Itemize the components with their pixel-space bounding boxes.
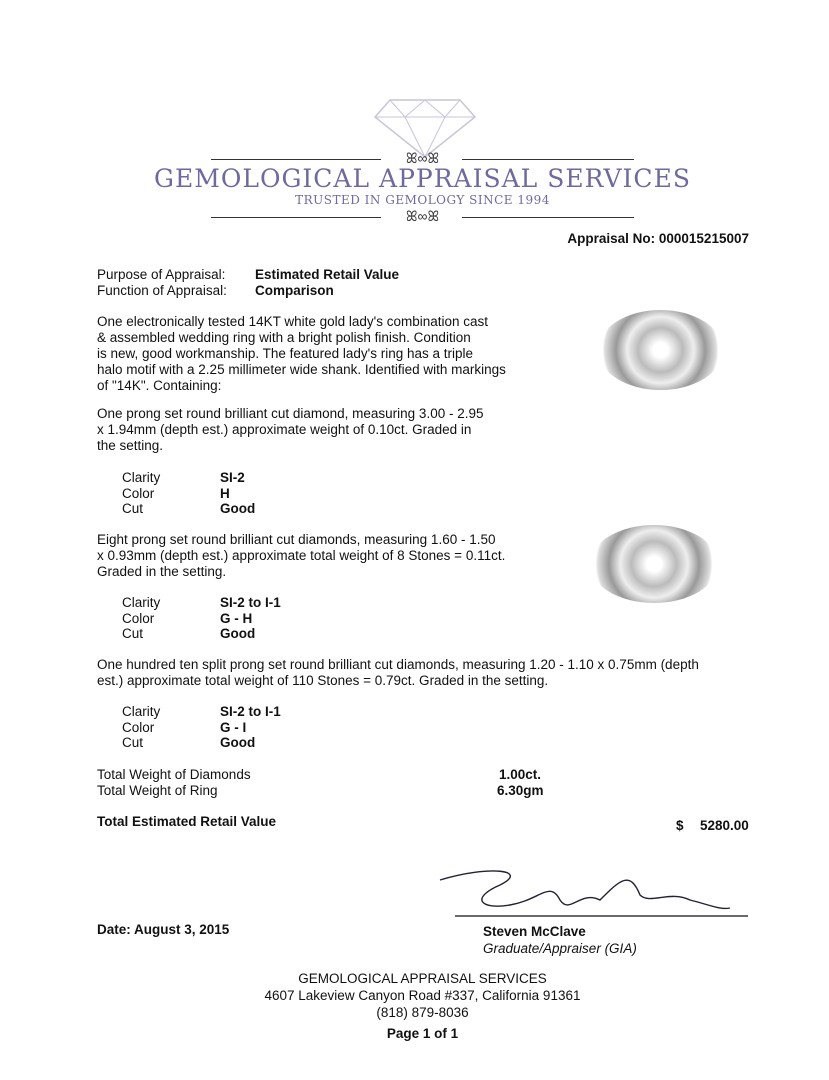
ornament-icon: ꕤ∞ꕤ xyxy=(405,208,440,224)
grade-value: G - H xyxy=(220,610,253,626)
text-line: of "14K". Containing: xyxy=(97,378,222,393)
total-ring-value: 6.30gm xyxy=(497,783,544,798)
text-line: the setting. xyxy=(97,438,164,453)
text-line: Eight prong set round brilliant cut diamonds, measuring 1.60 - 1.50 xyxy=(97,532,496,547)
footer-company: GEMOLOGICAL APPRAISAL SERVICES xyxy=(298,971,547,986)
total-ring-label: Total Weight of Ring xyxy=(97,783,218,798)
function-label: Function of Appraisal: xyxy=(97,283,227,298)
total-retail-label: Total Estimated Retail Value xyxy=(97,814,277,829)
signature-image xyxy=(430,860,750,920)
function-value: Comparison xyxy=(255,283,334,298)
footer-phone: (818) 879-8036 xyxy=(376,1005,469,1020)
purpose-section xyxy=(97,267,399,299)
appraiser-name: Steven McClave xyxy=(483,924,586,939)
text-line: One electronically tested 14KT white gold lady's combination cast xyxy=(97,314,489,329)
grade-value: Good xyxy=(220,626,256,641)
appraiser-title: Graduate/Appraiser (GIA) xyxy=(483,941,637,956)
company-tagline: TRUSTED IN GEMOLOGY SINCE 1994 xyxy=(295,193,550,207)
page-number: Page 1 of 1 xyxy=(386,1026,459,1041)
divider xyxy=(211,159,381,160)
appraisal-date: Date: August 3, 2015 xyxy=(97,922,230,937)
grade-label: Color xyxy=(122,485,155,501)
text-line: x 1.94mm (depth est.) approximate weight of 0.10ct. Graded in xyxy=(97,422,472,437)
stone-3-grades xyxy=(122,704,281,751)
text-line: One prong set round brilliant cut diamond, measuring 3.00 - 2.95 xyxy=(97,406,484,421)
grade-value: Good xyxy=(220,735,256,750)
ring-photo-top xyxy=(598,310,723,390)
grade-label: Clarity xyxy=(122,595,161,610)
grade-value: SI-2 xyxy=(220,470,245,485)
ring-photo-side xyxy=(590,525,718,603)
text-line: est.) approximate total weight of 110 Stones = 0.79ct. Graded in the setting. xyxy=(97,673,549,688)
total-diamonds-value: 1.00ct. xyxy=(499,767,542,782)
grade-value: H xyxy=(220,485,230,501)
grade-label: Cut xyxy=(122,501,144,516)
text-line: Graded in the setting. xyxy=(97,564,227,579)
total-diamonds-label: Total Weight of Diamonds xyxy=(97,767,251,782)
footer-address: 4607 Lakeview Canyon Road #337, California 91361 xyxy=(264,988,581,1003)
footer xyxy=(0,970,829,1042)
company-logo-title: GEMOLOGICAL APPRAISAL SERVICES xyxy=(154,164,691,193)
grade-label: Color xyxy=(122,719,155,735)
ornament-icon: ꕤ∞ꕤ xyxy=(405,150,440,166)
stone-1-grades xyxy=(122,470,255,517)
text-line: x 0.93mm (depth est.) approximate total weight of 8 Stones = 0.11ct. xyxy=(97,548,506,563)
grade-label: Cut xyxy=(122,735,144,750)
currency-symbol: $ xyxy=(676,818,684,833)
purpose-value: Estimated Retail Value xyxy=(255,267,400,282)
grade-value: Good xyxy=(220,501,256,516)
stone-2-grades xyxy=(122,595,281,642)
grade-label: Clarity xyxy=(122,704,161,719)
text-line: halo motif with a 2.25 millimeter wide shank. Identified with markings xyxy=(97,362,506,377)
grade-value: SI-2 to I-1 xyxy=(220,704,281,719)
stone-3-description xyxy=(97,657,699,689)
total-retail-value: 5280.00 xyxy=(700,818,749,833)
stone-2-description xyxy=(97,532,505,580)
grade-label: Cut xyxy=(122,626,144,641)
purpose-label: Purpose of Appraisal: xyxy=(97,267,226,282)
divider xyxy=(462,217,634,218)
grade-label: Color xyxy=(122,610,155,626)
divider xyxy=(462,159,634,160)
grade-label: Clarity xyxy=(122,470,161,485)
ring-description xyxy=(97,314,506,394)
grade-value: SI-2 to I-1 xyxy=(220,595,281,610)
appraisal-number: Appraisal No: 000015215007 xyxy=(567,231,749,246)
text-line: One hundred ten split prong set round brilliant cut diamonds, measuring 1.20 - 1.10 x 0.75mm (depth xyxy=(97,657,699,672)
divider xyxy=(211,217,381,218)
text-line: & assembled wedding ring with a bright polish finish. Condition xyxy=(97,330,471,345)
stone-1-description xyxy=(97,406,483,454)
grade-value: G - I xyxy=(220,719,247,735)
text-line: is new, good workmanship. The featured lady's ring has a triple xyxy=(97,346,474,361)
